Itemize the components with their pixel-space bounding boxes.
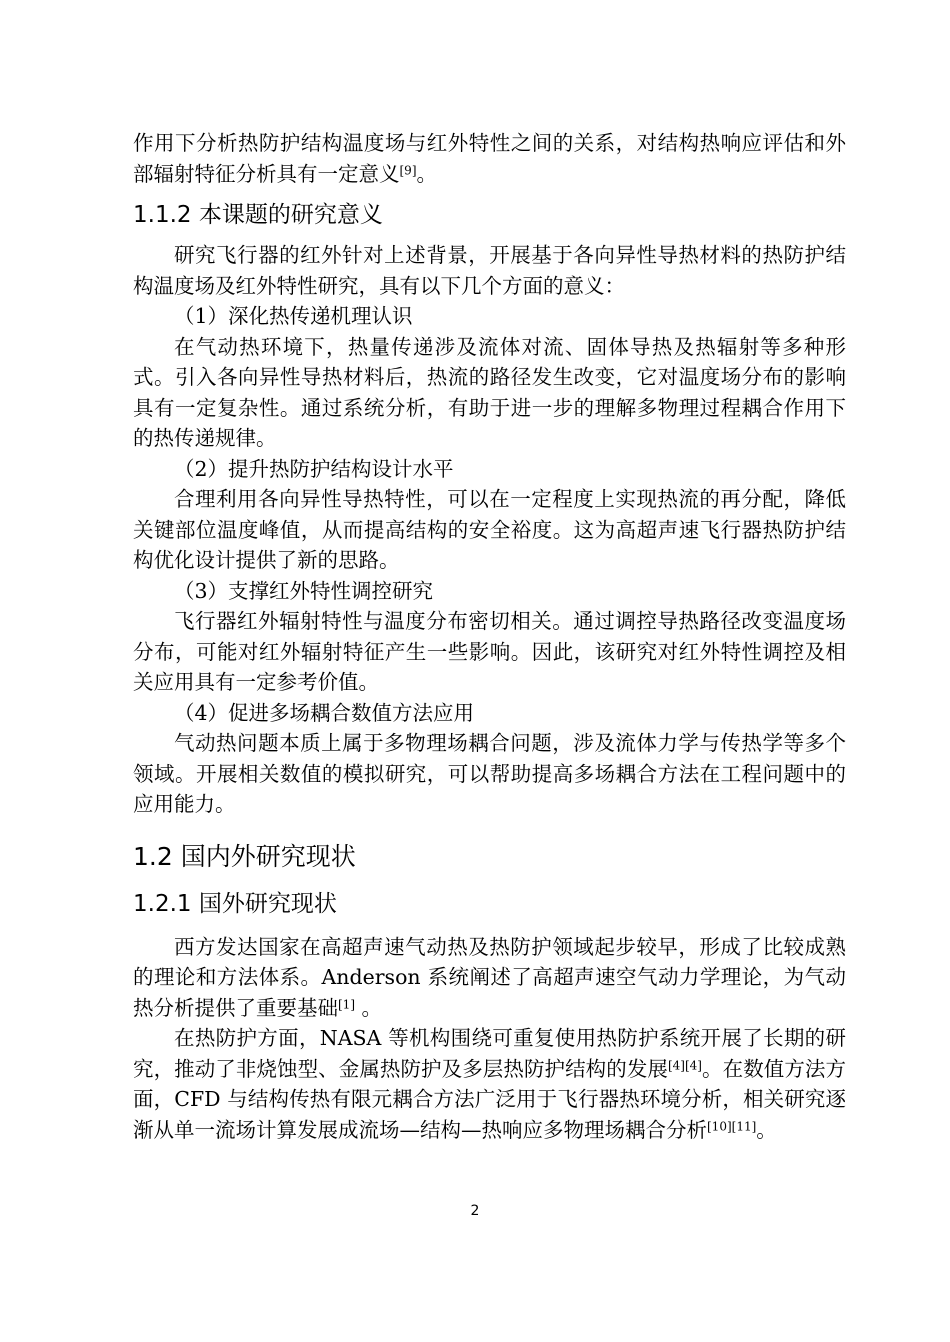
item-body-1: 在气动热环境下，热量传递涉及流体对流、固体导热及热辐射等多种形式。引入各向异性导热材料后，热流的路径发生改变，它对温度场分布的影响具有一定复杂性。通过系统分析，有助于进一步的理解多物理过程耦合作用下的热传递规律。 [133,334,846,450]
item-title-1: （1）深化热传递机理认识 [174,304,413,328]
item-title-2: （2）提升热防护结构设计水平 [174,456,454,481]
item-title-4: （4）促进多场耦合数值方法应用 [174,700,475,725]
citation-ref: [10][11] [707,1118,757,1133]
paragraph-tail: 。 [756,1117,777,1142]
paragraph-continued [133,128,846,189]
item-body-3: 飞行器红外辐射特性与温度分布密切相关。通过调控导热路径改变温度场分布，可能对红外辐射特征产生一些影响。因此，该研究对红外特性调控及相关应用具有一定参考价值。 [133,609,846,694]
section-heading-1-2-1: 1.2.1 国外研究现状 [133,890,337,917]
item-body-2: 合理利用各向异性导热特性，可以在一定程度上实现热流的再分配，降低关键部位温度峰值，从而提高结构的安全裕度。这为高超声速飞行器热防护结构优化设计提供了新的思路。 [133,487,846,572]
section-heading-1-1-2: 1.1.2 本课题的研究意义 [133,202,383,228]
paragraph-west [133,932,846,1024]
item-body-4: 气动热问题本质上属于多物理场耦合问题，涉及流体力学与传热学等多个领域。开展相关数值的模拟研究，可以帮助提高多场耦合方法在工程问题中的应用能力。 [133,731,846,816]
paragraph-tail: 。 [416,161,437,186]
page-content [133,128,846,1145]
page-number: 2 [470,1203,480,1219]
paragraph-text-continued: 。在数值方法方面，CFD 与结构传热有限元耦合方法广泛用于飞行器热环境分析，相关研究逐渐从单一流场计算发展成流场—结构—热响应多物理场耦合分析 [133,1056,846,1142]
item-title-3: （3）支撑红外特性调控研究 [174,578,434,603]
citation-ref: [1] [338,996,355,1011]
paragraph-text: 在热防护方面，NASA 等机构围绕可重复使用热防护系统开展了长期的研究，推动了非烧蚀型、金属热防护及多层热防护结构的发展 [133,1026,846,1081]
paragraph-text: 作用下分析热防护结构温度场与红外特性之间的关系，对结构热响应评估和外部辐射特征分析具有一定意义 [133,131,846,186]
section-heading-1-2: 1.2 国内外研究现状 [133,841,356,871]
citation-ref: [9] [399,162,417,177]
paragraph-intro: 研究飞行器的红外针对上述背景，开展基于各向异性导热材料的热防护结构温度场及红外特性研究，具有以下几个方面的意义： [133,243,846,298]
paragraph-tail: 。 [355,995,383,1020]
paragraph-text: 西方发达国家在高超声速气动热及热防护领域起步较早，形成了比较成熟的理论和方法体系。Anderson 系统阐述了高超声速空气动力学理论，为气动热分析提供了重要基础 [133,934,846,1020]
paragraph-nasa [133,1023,846,1145]
citation-ref: [4][4] [667,1057,702,1072]
